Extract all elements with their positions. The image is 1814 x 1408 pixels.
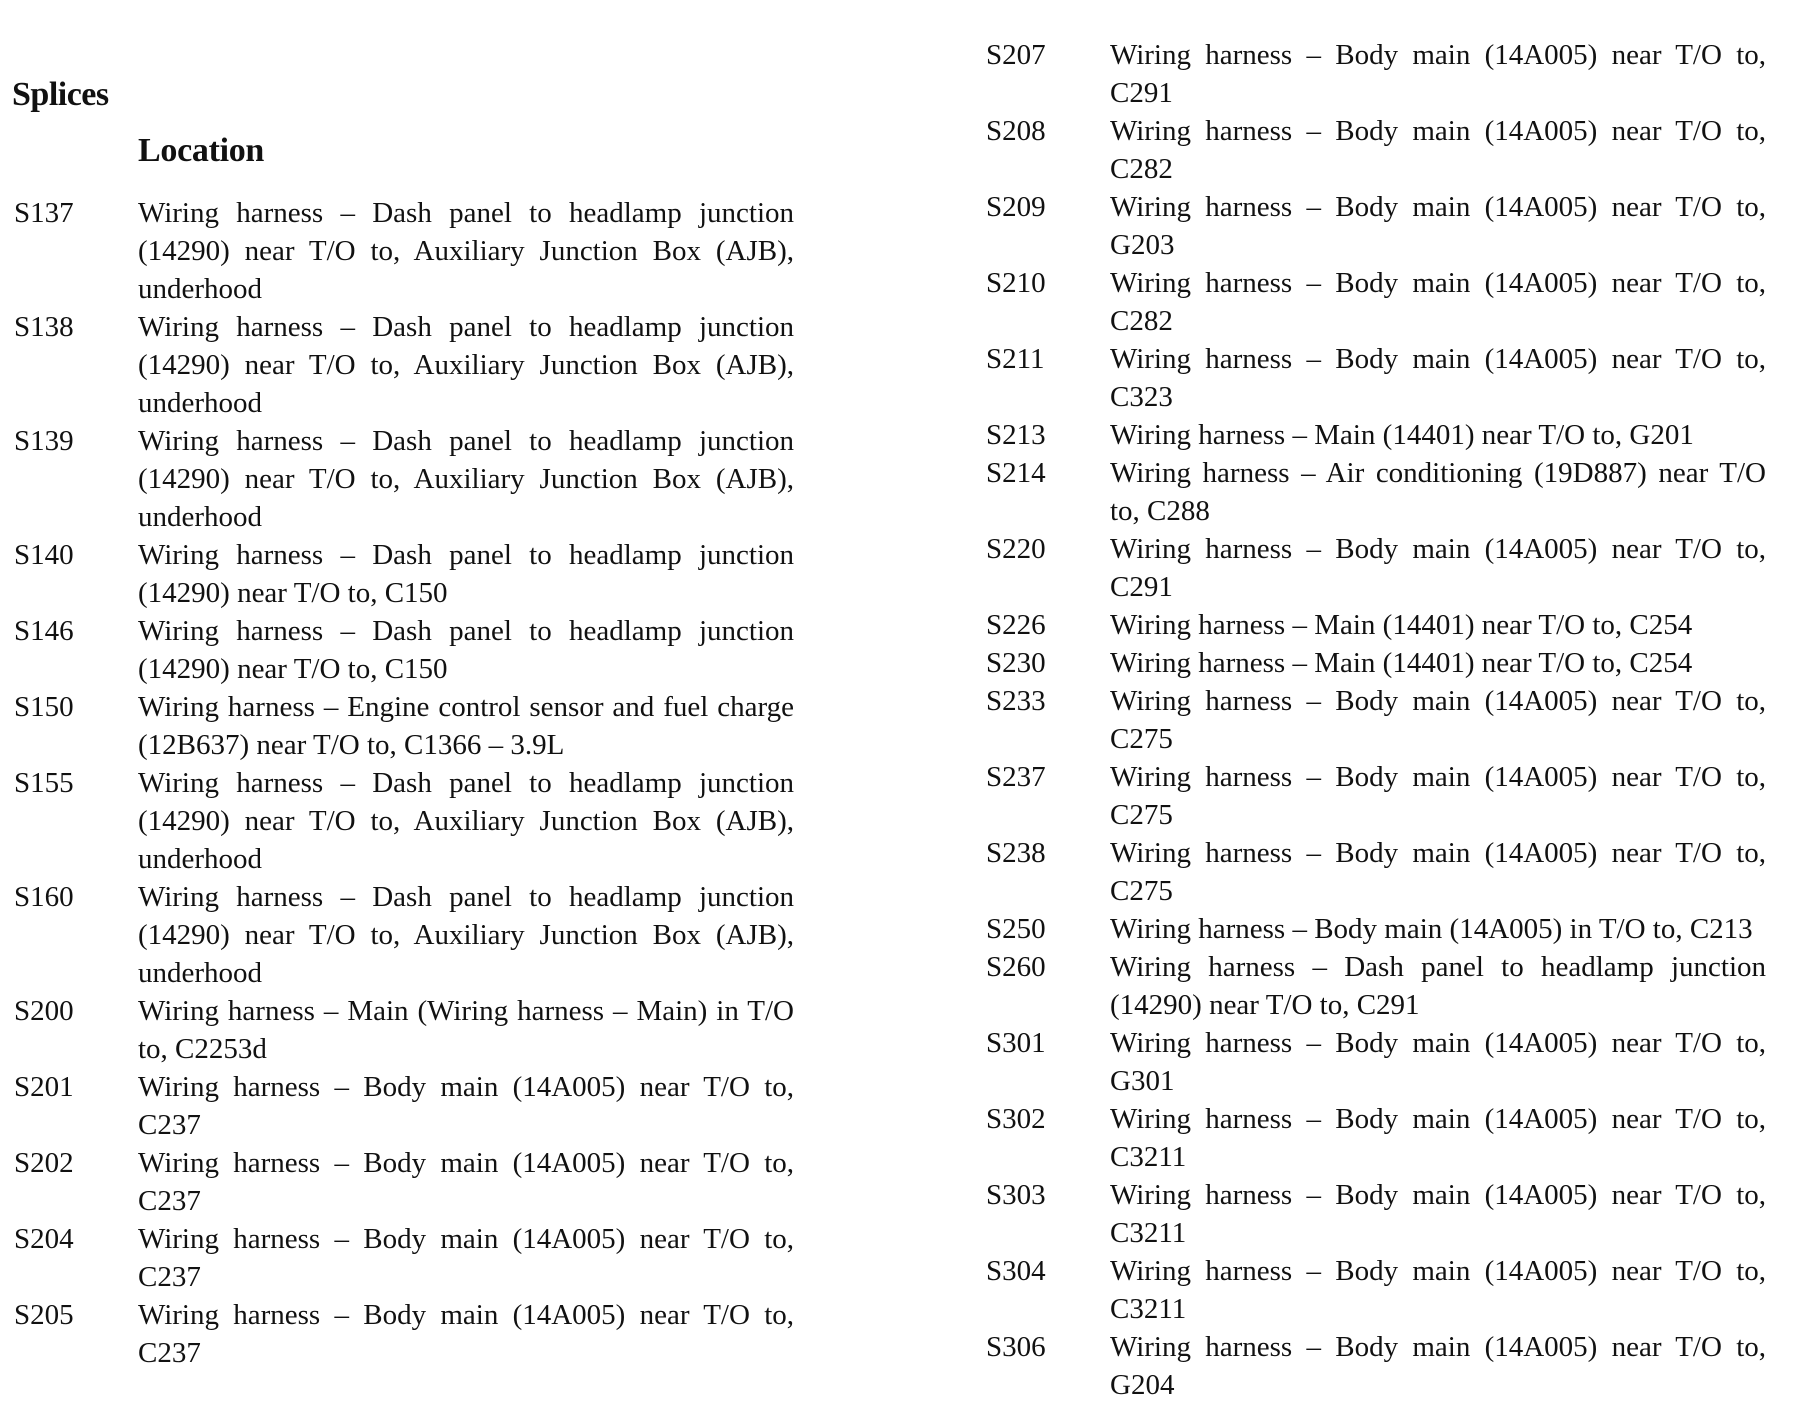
splice-location: Wiring harness – Main (14401) near T/O to, G201 (1110, 419, 1694, 451)
splice-id: S302 (986, 1103, 1046, 1135)
splice-id: S150 (14, 691, 74, 723)
splice-location: Wiring harness – Dash panel to headlamp junction (14290) near T/O to, C150 (138, 539, 794, 609)
splice-entry (14, 612, 794, 688)
splice-id: S155 (14, 767, 74, 799)
splice-id: S160 (14, 881, 74, 913)
splice-entry (14, 878, 794, 992)
splice-location: Wiring harness – Body main (14A005) near T/O to, C3211 (1110, 1255, 1766, 1325)
splice-location: Wiring harness – Body main (14A005) near T/O to, C275 (1110, 761, 1766, 831)
splice-entry (986, 910, 1766, 948)
splice-id: S211 (986, 343, 1045, 375)
splice-location: Wiring harness – Body main (14A005) near T/O to, C282 (1110, 267, 1766, 337)
splice-location: Wiring harness – Body main (14A005) near T/O to, G203 (1110, 191, 1766, 261)
splice-location: Wiring harness – Body main (14A005) near T/O to, C275 (1110, 837, 1766, 907)
splice-entry (14, 308, 794, 422)
splice-location: Wiring harness – Body main (14A005) near T/O to, C237 (138, 1071, 794, 1141)
splice-id: S139 (14, 425, 74, 457)
splice-entry (14, 1220, 794, 1296)
splice-id: S260 (986, 951, 1046, 983)
splice-entry (986, 606, 1766, 644)
splice-id: S138 (14, 311, 74, 343)
splice-id: S306 (986, 1331, 1046, 1363)
splice-entry (986, 340, 1766, 416)
splice-entry (986, 454, 1766, 530)
splice-entry (986, 758, 1766, 834)
location-heading: Location (138, 132, 265, 169)
splice-entry (986, 1252, 1766, 1328)
splice-entry (986, 530, 1766, 606)
page-title: Splices (12, 76, 109, 113)
splice-entry (14, 194, 794, 308)
splice-location: Wiring harness – Body main (14A005) near T/O to, C291 (1110, 533, 1766, 603)
splice-entry (14, 992, 794, 1068)
splice-location: Wiring harness – Body main (14A005) near T/O to, C323 (1110, 343, 1766, 413)
splice-location: Wiring harness – Body main (14A005) near T/O to, C237 (138, 1299, 794, 1369)
splice-entry (986, 948, 1766, 1024)
splice-list-left (14, 194, 794, 1372)
splice-id: S201 (14, 1071, 74, 1103)
splice-location: Wiring harness – Main (14401) near T/O to, C254 (1110, 647, 1693, 679)
splice-id: S137 (14, 197, 74, 229)
splice-location: Wiring harness – Body main (14A005) near T/O to, C3211 (1110, 1103, 1766, 1173)
splice-id: S200 (14, 995, 74, 1027)
splice-list-right (986, 36, 1766, 1404)
splice-location: Wiring harness – Main (14401) near T/O to, C254 (1110, 609, 1693, 641)
splice-location: Wiring harness – Air conditioning (19D887) near T/O to, C288 (1110, 457, 1766, 527)
splice-entry (14, 688, 794, 764)
splice-location: Wiring harness – Body main (14A005) near T/O to, C3211 (1110, 1179, 1766, 1249)
splice-entry (986, 1100, 1766, 1176)
splice-id: S304 (986, 1255, 1046, 1287)
splice-entry (986, 112, 1766, 188)
splice-location: Wiring harness – Engine control sensor and fuel charge (12B637) near T/O to, C1366 – 3.9L (138, 691, 794, 761)
splice-id: S250 (986, 913, 1046, 945)
splice-id: S208 (986, 115, 1046, 147)
splice-id: S202 (14, 1147, 74, 1179)
splice-location: Wiring harness – Body main (14A005) near T/O to, C291 (1110, 39, 1766, 109)
splice-id: S204 (14, 1223, 74, 1255)
splice-id: S207 (986, 39, 1046, 71)
splice-id: S210 (986, 267, 1046, 299)
splice-id: S226 (986, 609, 1046, 641)
splice-entry (986, 1328, 1766, 1404)
splice-entry (986, 416, 1766, 454)
splice-entry (14, 422, 794, 536)
splice-entry (986, 36, 1766, 112)
splice-id: S238 (986, 837, 1046, 869)
splice-id: S214 (986, 457, 1046, 489)
splice-id: S237 (986, 761, 1046, 793)
splice-entry (14, 536, 794, 612)
splice-location: Wiring harness – Body main (14A005) near T/O to, C237 (138, 1223, 794, 1293)
splice-id: S303 (986, 1179, 1046, 1211)
splice-id: S230 (986, 647, 1046, 679)
splice-location: Wiring harness – Dash panel to headlamp junction (14290) near T/O to, C150 (138, 615, 794, 685)
splice-entry (986, 644, 1766, 682)
splice-location: Wiring harness – Dash panel to headlamp junction (14290) near T/O to, Auxiliary Junction Box (AJB), underhood (138, 425, 794, 533)
splice-id: S301 (986, 1027, 1046, 1059)
splice-id: S213 (986, 419, 1046, 451)
splice-entry (986, 682, 1766, 758)
splice-entry (986, 264, 1766, 340)
splice-entry (986, 1024, 1766, 1100)
splice-location: Wiring harness – Body main (14A005) near T/O to, G204 (1110, 1331, 1766, 1401)
splice-location: Wiring harness – Body main (14A005) near T/O to, C237 (138, 1147, 794, 1217)
splice-id: S140 (14, 539, 74, 571)
splice-location: Wiring harness – Body main (14A005) near T/O to, G301 (1110, 1027, 1766, 1097)
splice-entry (986, 834, 1766, 910)
splice-id: S146 (14, 615, 74, 647)
splice-location: Wiring harness – Body main (14A005) near T/O to, C282 (1110, 115, 1766, 185)
splice-location: Wiring harness – Dash panel to headlamp junction (14290) near T/O to, C291 (1110, 951, 1766, 1021)
splice-id: S220 (986, 533, 1046, 565)
splice-id: S209 (986, 191, 1046, 223)
splice-id: S233 (986, 685, 1046, 717)
splice-id: S205 (14, 1299, 74, 1331)
splice-location: Wiring harness – Dash panel to headlamp junction (14290) near T/O to, Auxiliary Junction Box (AJB), underhood (138, 197, 794, 305)
splice-location: Wiring harness – Dash panel to headlamp junction (14290) near T/O to, Auxiliary Junction Box (AJB), underhood (138, 767, 794, 875)
splice-entry (14, 764, 794, 878)
splice-location: Wiring harness – Dash panel to headlamp junction (14290) near T/O to, Auxiliary Junction Box (AJB), underhood (138, 881, 794, 989)
splice-location: Wiring harness – Dash panel to headlamp junction (14290) near T/O to, Auxiliary Junction Box (AJB), underhood (138, 311, 794, 419)
splice-entry (14, 1144, 794, 1220)
splice-location: Wiring harness – Body main (14A005) in T/O to, C213 (1110, 913, 1753, 945)
splice-entry (14, 1296, 794, 1372)
splice-location: Wiring harness – Main (Wiring harness – Main) in T/O to, C2253d (138, 995, 794, 1065)
splice-entry (986, 1176, 1766, 1252)
splice-entry (14, 1068, 794, 1144)
splice-entry (986, 188, 1766, 264)
splice-location: Wiring harness – Body main (14A005) near T/O to, C275 (1110, 685, 1766, 755)
